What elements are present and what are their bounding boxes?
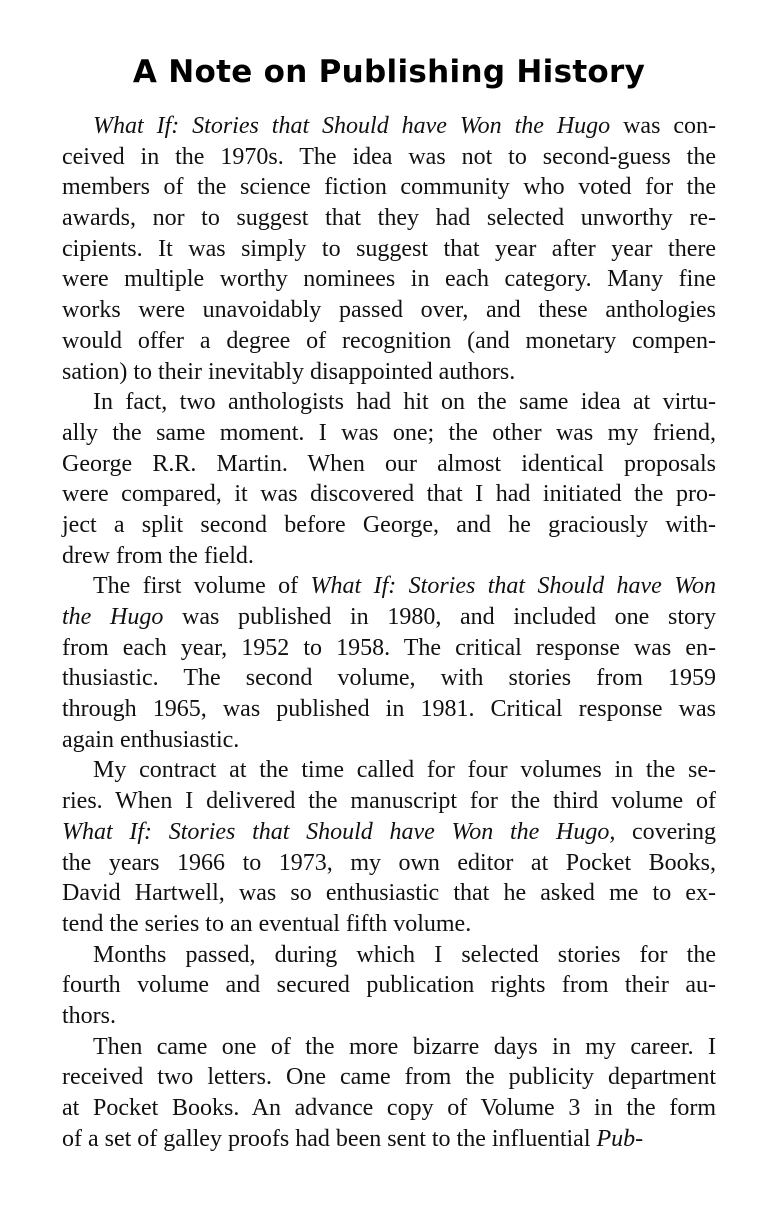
text-segment: at Pocket Books. An advance copy of Volume 3 in the form xyxy=(62,1095,716,1121)
text-line xyxy=(62,848,716,879)
paragraph xyxy=(62,755,716,939)
text-segment: In fact, two anthologists had hit on the same idea at virtu- xyxy=(93,389,716,416)
text-segment: covering xyxy=(615,818,716,845)
text-segment: ceived in the 1970s. The idea was not to second-guess the xyxy=(62,143,716,170)
text-segment: would offer a degree of recognition (and monetary compen- xyxy=(62,327,716,354)
text-line xyxy=(62,1001,716,1032)
paragraph xyxy=(62,387,716,571)
text-segment: drew from the field. xyxy=(62,542,254,569)
text-line xyxy=(62,878,716,909)
text-line xyxy=(62,725,716,756)
paragraph xyxy=(62,1032,716,1155)
text-segment: thors. xyxy=(62,1002,116,1029)
text-line xyxy=(62,326,716,357)
text-line xyxy=(62,909,716,940)
text-segment: ject a split second before George, and he graciously with- xyxy=(62,511,716,538)
text-segment: works were unavoidably passed over, and these anthologies xyxy=(62,297,716,324)
text-segment: members of the science fiction community who voted for the xyxy=(62,174,716,201)
text-line xyxy=(62,940,716,971)
text-segment: were compared, it was discovered that I had initiated the pro- xyxy=(62,481,716,508)
italic-title-text: What If: Stories that Should have Won xyxy=(310,573,717,600)
text-segment: sation) to their inevitably disappointed authors. xyxy=(62,358,516,385)
text-line xyxy=(62,479,716,510)
page xyxy=(62,0,716,1154)
text-line xyxy=(62,264,716,295)
italic-title-text: Pub- xyxy=(596,1125,644,1152)
text-line xyxy=(62,817,716,848)
text-segment: awards, nor to suggest that they had selected unworthy re- xyxy=(62,205,716,232)
text-segment: Then came one of the more bizarre days in my career. I xyxy=(93,1033,716,1060)
text-line xyxy=(62,234,716,265)
text-segment: thusiastic. The second volume, with stories from 1959 xyxy=(62,665,716,692)
text-segment: received two letters. One came from the publicity department xyxy=(62,1064,716,1091)
text-segment: ally the same moment. I was one; the other was my friend, xyxy=(62,419,716,446)
text-line xyxy=(62,970,716,1001)
text-line xyxy=(62,357,716,388)
paragraph xyxy=(62,940,716,1032)
text-segment: was con- xyxy=(610,113,716,139)
text-segment: cipients. It was simply to suggest that year after year there xyxy=(62,235,716,262)
text-line xyxy=(62,387,716,418)
text-line xyxy=(62,172,716,203)
text-segment: The first volume of xyxy=(93,573,311,600)
paragraph xyxy=(62,111,716,387)
text-line xyxy=(62,755,716,786)
text-line xyxy=(62,633,716,664)
text-segment: George R.R. Martin. When our almost identical proposals xyxy=(62,450,716,477)
text-line xyxy=(62,1124,716,1155)
text-segment: again enthusiastic. xyxy=(62,726,240,753)
text-line xyxy=(62,203,716,234)
text-line xyxy=(62,1032,716,1063)
page-title: A Note on Publishing History xyxy=(132,54,646,90)
text-segment: tend the series to an eventual fifth volume. xyxy=(62,910,472,937)
text-line xyxy=(62,602,716,633)
text-line xyxy=(62,111,716,142)
text-line xyxy=(62,295,716,326)
text-segment: from each year, 1952 to 1958. The critical response was en- xyxy=(62,634,716,661)
text-line xyxy=(62,786,716,817)
text-segment: of a set of galley proofs had been sent to the influential xyxy=(62,1125,597,1152)
text-line xyxy=(62,1062,716,1093)
text-line xyxy=(62,1093,716,1124)
text-segment: were multiple worthy nominees in each category. Many fine xyxy=(62,266,716,293)
text-segment: through 1965, was published in 1981. Critical response was xyxy=(62,696,716,723)
text-segment: ries. When I delivered the manuscript for the third volume of xyxy=(62,788,716,815)
text-segment: Months passed, during which I selected stories for the xyxy=(93,941,716,968)
text-segment: fourth volume and secured publication rights from their au- xyxy=(62,972,716,999)
text-line xyxy=(62,510,716,541)
italic-title-text: What If: Stories that Should have Won the Hugo, xyxy=(62,818,616,845)
paragraph xyxy=(62,571,716,755)
italic-title-text: the Hugo xyxy=(62,604,164,630)
text-line xyxy=(62,694,716,725)
text-segment: was published in 1980, and included one story xyxy=(163,604,716,630)
text-line xyxy=(62,418,716,449)
text-line xyxy=(62,142,716,173)
text-line xyxy=(62,663,716,694)
italic-title-text: What If: Stories that Should have Won the Hugo xyxy=(93,113,611,139)
text-segment: the years 1966 to 1973, my own editor at Pocket Books, xyxy=(62,849,716,876)
text-segment: My contract at the time called for four volumes in the se- xyxy=(93,757,716,784)
text-line xyxy=(62,541,716,572)
text-line xyxy=(62,571,716,602)
body-text xyxy=(62,111,716,1154)
text-segment: David Hartwell, was so enthusiastic that he asked me to ex- xyxy=(62,880,716,907)
text-line xyxy=(62,449,716,480)
